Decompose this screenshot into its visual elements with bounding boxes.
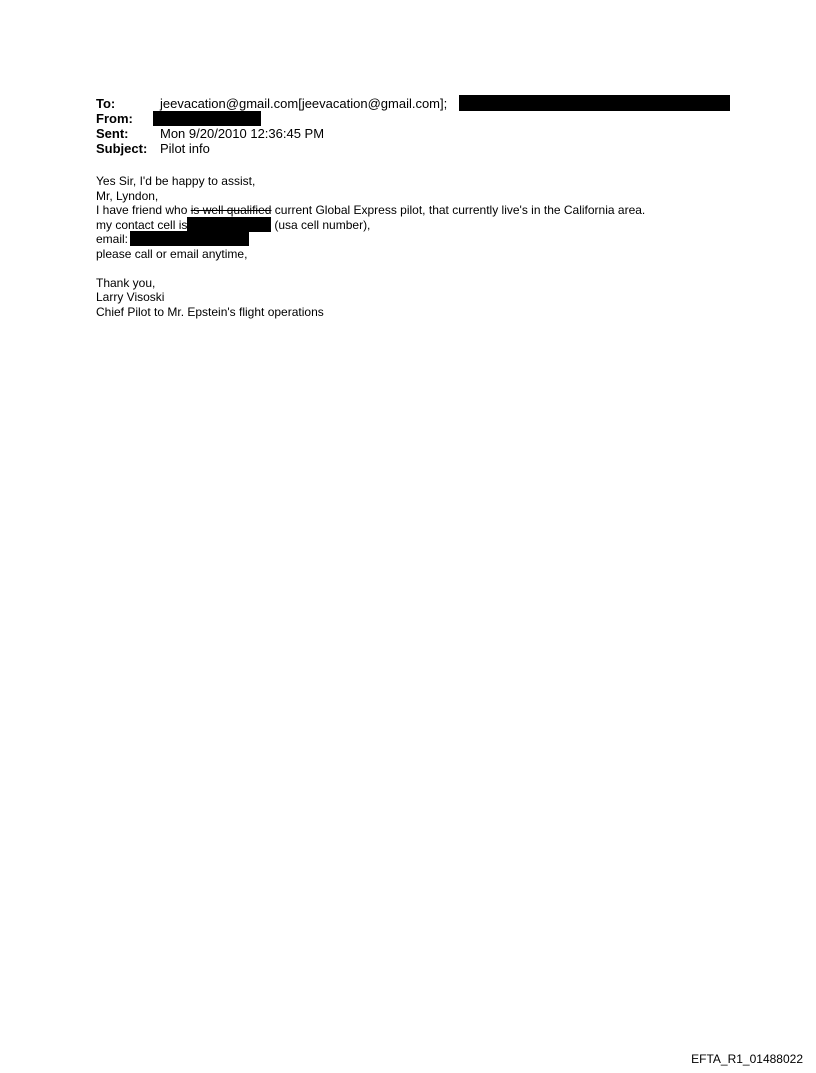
body-line: Yes Sir, I'd be happy to assist, <box>96 174 256 188</box>
redaction-box <box>153 111 261 126</box>
body-line <box>96 232 645 247</box>
body-text: I have friend who <box>96 203 191 217</box>
email-body <box>96 174 645 319</box>
document-id: EFTA_R1_01488022 <box>691 1052 803 1066</box>
body-line: Mr, Lyndon, <box>96 188 159 203</box>
subject-label: Subject: <box>96 141 148 156</box>
struck-text: is well qualified <box>190 203 272 217</box>
redaction-box <box>459 95 730 111</box>
redaction-box <box>187 217 271 232</box>
redaction-box <box>130 231 249 246</box>
body-text: my contact cell is <box>96 217 188 232</box>
body-text: current Global Express pilot, that currently live's in the California area. <box>271 203 646 217</box>
to-label: To: <box>96 96 116 111</box>
sent-label: Sent: <box>96 126 129 141</box>
body-line <box>96 218 645 233</box>
signature-line: Thank you, <box>96 275 156 290</box>
body-text: (usa cell number), <box>274 217 371 232</box>
subject-value: Pilot info <box>160 141 210 156</box>
body-line: please call or email anytime, <box>96 246 248 261</box>
from-label: From: <box>96 111 133 126</box>
to-value: jeevacation@gmail.com[jeevacation@gmail.com]; <box>160 96 448 111</box>
body-line <box>96 203 645 218</box>
sent-value: Mon 9/20/2010 12:36:45 PM <box>160 126 325 141</box>
signature-line: Chief Pilot to Mr. Epstein's flight operations <box>96 304 324 319</box>
body-text: email: <box>96 232 129 246</box>
signature-line: Larry Visoski <box>96 290 165 304</box>
spacer <box>96 261 645 276</box>
